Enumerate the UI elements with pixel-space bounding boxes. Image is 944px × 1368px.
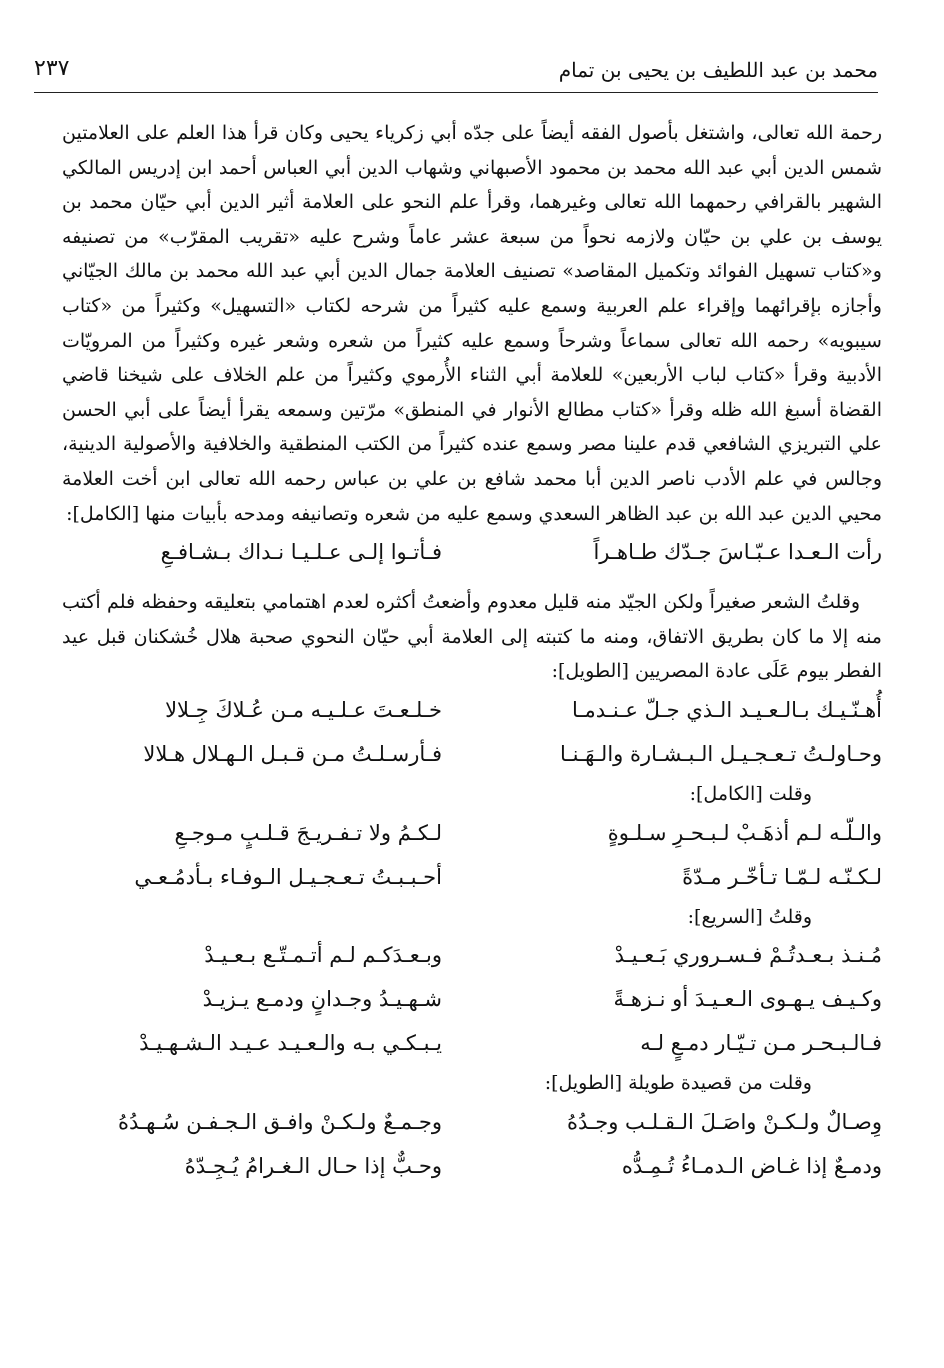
verse-second-hemistich: فـأتـوا إلـى عـلـيـا نـداك بـشـافـعِ: [160, 540, 442, 565]
text-line: أثير الدين أبي حيّان محمد بن يوسف بن علي بن حيّان ولازمه نحواً من سبعة عشر عاماً وشرح: [62, 191, 882, 248]
verse: [62, 689, 882, 733]
body-text: [62, 116, 882, 1189]
verse-first-hemistich: ودمـعٌ إذا غـاض الـدمـاءُ تُـمِـدُّه: [621, 1153, 882, 1178]
text-line: من شرحه لكتاب «التسهيل» وكثيراً من «كتاب سيبويه» رحمه الله تعالى سماعاً وشرحاً وسمع عليه: [62, 294, 882, 352]
verse: [62, 812, 882, 856]
verse: [62, 856, 882, 900]
text-line: ابن إدريس المالكي الشهير بالقرافي رحمهما الله تعالى وغيرهما، وقرأ علم النحو على العلامة: [62, 156, 882, 214]
verse-first-hemistich: أُهـنّـيـك بـالـعـيـد الـذي جـلّ عـنـدمـا: [571, 697, 882, 722]
verse-first-hemistich: لـكـنّـه لـمّـا تـأخّـر مـدّةً: [682, 864, 882, 889]
verse-first-hemistich: وِصـالٌ ولـكـنْ واصَـلَ الـقـلـب وجـدُهُ: [567, 1109, 882, 1134]
verse-first-hemistich: وكـيـف يـهـوى الـعـيـدَ أو نـزهـةً: [613, 987, 882, 1012]
verse-second-hemistich: وجـمـعٌ ولـكـنْ وافـق الـجـفـن سُـهـدُهُ: [117, 1109, 442, 1134]
verse-second-hemistich: وبـعـدَكـم لـم أتـمـتّـع بـعـيـدْ: [204, 943, 442, 968]
verse: [62, 978, 882, 1022]
meter-label: وقلتُ [السريع]:: [687, 905, 812, 928]
verse: [62, 531, 882, 585]
meter-label: [الكامل]:: [66, 502, 140, 525]
meter-label: وقلت من قصيدة طويلة [الطويل]:: [544, 1072, 812, 1095]
verse-second-hemistich: يـبـكـي بـه والـعـيـد عـيـد الـشـهـيـدْ: [139, 1031, 442, 1056]
verse-second-hemistich: وحـبٌّ إذا حـال الـغـرامُ يُـجِـدّهُ: [184, 1153, 442, 1178]
verse: [62, 733, 882, 777]
verse-first-hemistich: وحـاولـتُ تـعـجـيـل الـبـشـارة والـهَـنـا: [560, 741, 882, 766]
text-line: علينا مصر وسمع عنده كثيراً من الكتب المنطقية والخلافية والأصولية الدينية، وجالس في علم: [62, 433, 882, 490]
text-line: عليه «تقريب المقرّب» من تصنيفه و«كتاب تسهيل الفوائد وتكميل المقاصد» تصنيف العلامة جمال: [62, 225, 882, 283]
text-line: الأدب ناصر الدين أبا محمد شافع بن علي بن عباس رحمه الله تعالى ابن أخت العلامة محيي: [62, 467, 882, 525]
verse: [62, 934, 882, 978]
verse-first-hemistich: والـلّـه لـم أذهَـبْ لـبـحـرِ سـلـوةٍ: [607, 820, 882, 845]
verse-first-hemistich: رأت الـعـدا عـبّـاسَ جـدّك طـاهـراً: [593, 540, 882, 565]
text-line: وحفظه فلم أكتب منه إلا ما كان بطريق الاتفاق، ومنه ما كتبته إلى العلامة أبي حيّان النحوي: [62, 591, 882, 648]
text-line: أبي الثناء الأُرموي وكثيراً من علم الخلاف على شيخنا قاضي القضاة أسبغ الله ظله وقرأ «كتاب: [62, 364, 882, 421]
verse-first-hemistich: فـالـبـحـر مـن تـيّـار دمـعٍ لـه: [640, 1031, 882, 1056]
meter-label: وقلت [الكامل]:: [689, 782, 812, 805]
verse: [62, 1145, 882, 1189]
verse-second-hemistich: خـلـعـتَ عـلـيـه مـن عُـلاكَ جِـلالا: [165, 697, 442, 722]
text-line: رحمة الله تعالى، واشتغل بأصول الفقه أيضاً على جدّه أبي زكرياء يحيى وكان قرأ هذا العلم على: [136, 122, 882, 144]
verse: [62, 1022, 882, 1066]
page-header: [34, 52, 878, 93]
text-line: صحبة هلال خُشكنان قبل عيد الفطر بيوم عَلَى عادة المصريين [الطويل]:: [62, 625, 882, 683]
verse: [62, 1101, 882, 1145]
text-line: الدين أبي عبد الله محمد بن مالك الجيّاني وأجازه بإقرائهما وإقراء علم العربية وسمع عليه كثيراً: [62, 260, 882, 317]
verse-first-hemistich: مُـنـذ بـعـدتُـمْ فـسـروري بَـعـيـدْ: [614, 943, 882, 968]
verse-second-hemistich: لـكـمُ ولا تـفـريـجَ قـلـبٍ مـوجـعِ: [174, 820, 442, 845]
page-number: ٢٣٧: [34, 56, 70, 81]
verse-second-hemistich: شـهـيـدُ وجـدانٍ ودمـع يـزيـدْ: [202, 987, 442, 1012]
text-line: الدين عبد الله بن عبد الظاهر السعدي وسمع عليه من شعره وتصانيفه ومدحه بأبيات منها: [145, 502, 832, 525]
poetry-intro-paragraph: [62, 585, 882, 689]
text-line: العلامتين شمس الدين أبي عبد الله محمد بن محمود الأصبهاني وشهاب الدين أبي العباس أحمد: [62, 122, 882, 179]
text-line: كثيراً من شعره وشعر غيره وكثيراً من المرويّات الأدبية وقرأ «كتاب لباب الأربعين» للعلامة: [62, 329, 882, 387]
biography-paragraph: [62, 116, 882, 531]
running-title: محمد بن عبد اللطيف بن يحيى بن تمام: [558, 58, 878, 82]
text-line: وقلتُ الشعر صغيراً ولكن الجيّد منه قليل معدوم وأضعتُ أكثره لعدم اهتمامي بتعليقه: [204, 591, 860, 614]
text-line: مطالع الأنوار في المنطق» مرّتين وسمعه يقرأ أيضاً على أبي الحسن علي التبريزي الشافعي قدم: [62, 398, 882, 456]
verse-second-hemistich: أحـبـبـتُ تـعـجـيـل الـوفـاء بـأدمُـعـي: [134, 864, 442, 889]
verse-second-hemistich: فـأرسـلـتُ مـن قـبـل الـهـلال هـلالا: [143, 741, 442, 766]
